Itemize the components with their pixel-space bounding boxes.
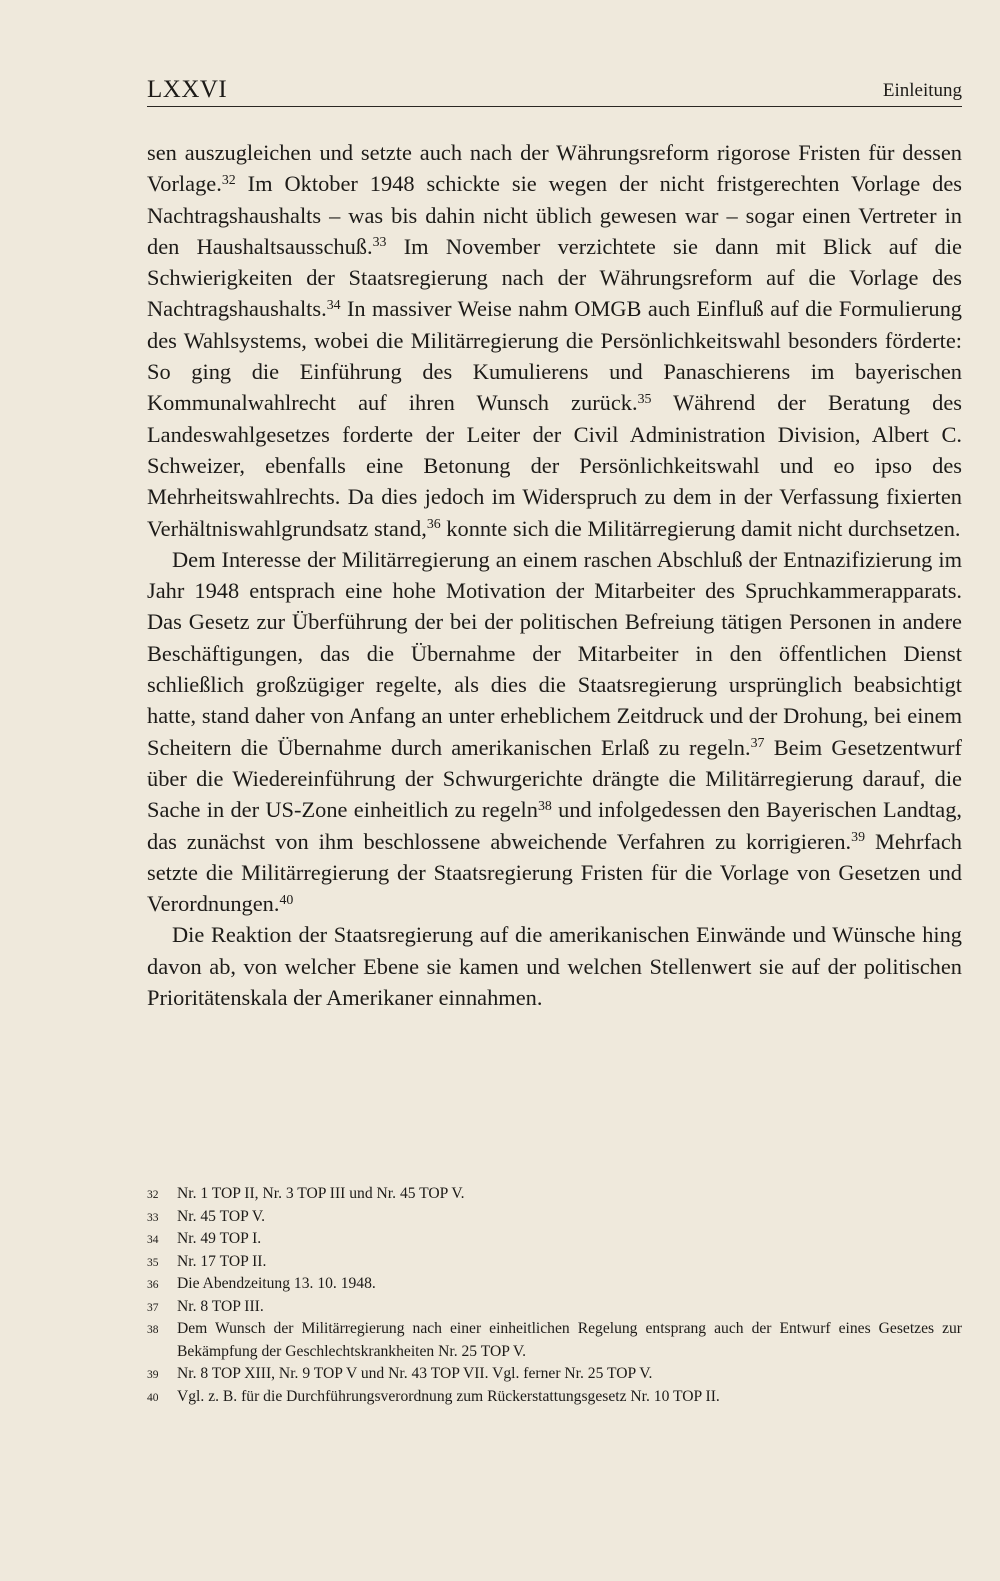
- paragraph-text: Beim Gesetzentwurf über die Wiedereinführung der Schwurgerichte drängte die Militärregierung darauf, die Sache in der US-Zone einheitlich zu regeln: [147, 734, 962, 823]
- footnote-text: Nr. 49 TOP I.: [177, 1230, 262, 1247]
- footnote: [147, 1183, 962, 1206]
- footnote-reference: 37: [750, 736, 765, 752]
- paragraph-text: Im Oktober 1948 schickte sie wegen der nicht fristgerechten Vorlage des Nachtragshaushalts – was bis dahin nicht üblich gewesen war – sogar einen Vertreter in den Haushaltsausschuß.: [147, 171, 962, 259]
- page-number: LXXVI: [147, 76, 228, 103]
- footnote-text: Nr. 8 TOP III.: [177, 1297, 264, 1315]
- running-title: Einleitung: [882, 80, 962, 101]
- paragraph: [147, 137, 962, 544]
- paragraph-text: Dem Interesse der Militärregierung an einem raschen Abschluß der Entnazifizierung im Jahr 1948 entsprach eine hohe Motivation der Mitarbeiter des Spruchkammerapparats. Das Gesetz zur Überführung der bei der politischen Befreiung tätigen Personen in andere Beschäftigungen, das die Übernahme der Mitarbeiter in den öffentlichen Dienst schließlich großzügiger regelte, als dies die Staatsregierung ursprünglich beabsichtigt hatte, stand daher von Anfang an unter erheblichem Zeitdruck und der Drohung, bei einem Scheitern die Übernahme durch amerikanischen Erlaß zu regeln.: [147, 546, 962, 760]
- footnote-reference: 35: [637, 391, 652, 407]
- paragraph-text: Im November verzichtete sie dann mit Blick auf die Schwierigkeiten der Staatsregierung nach der Währungsreform auf die Vorlage des Nachtragshaushalts.: [147, 233, 962, 322]
- body-text: [147, 137, 962, 1013]
- footnote-number: 34: [147, 1234, 159, 1246]
- paragraph-text: und infolgedessen den Bayerischen Landtag, das zunächst von ihm beschlossene abweichende Verfahren zu korrigieren.: [147, 797, 962, 854]
- footnote-number: 32: [147, 1189, 159, 1201]
- footnote-text: Nr. 8 TOP XIII, Nr. 9 TOP V und Nr. 43 TOP VII. Vgl. ferner Nr. 25 TOP V.: [177, 1365, 653, 1382]
- footnote-reference: 39: [851, 829, 865, 845]
- footnote-reference: 34: [326, 297, 341, 313]
- footnote: [147, 1363, 962, 1386]
- footnotes: [147, 1183, 962, 1408]
- footnote-number: 40: [147, 1391, 159, 1404]
- paragraph-text: Während der Beratung des Landeswahlgesetzes forderte der Leiter der Civil Administration Division, Albert C. Schweizer, ebenfalls eine Betonung der Persönlichkeitswahl und eo ipso des Mehrheitswahlrechts. Da dies jedoch im Widerspruch zu dem in der Verfassung fixierten Verhältniswahlgrundsatz stand,: [147, 390, 962, 541]
- footnote-reference: 32: [221, 172, 236, 188]
- page-header: [147, 74, 962, 107]
- paragraph: [147, 544, 962, 920]
- paragraph: [147, 919, 962, 1013]
- footnote: [147, 1318, 962, 1363]
- footnote: [147, 1273, 962, 1296]
- footnote-text: Nr. 1 TOP II, Nr. 3 TOP III und Nr. 45 TOP V.: [177, 1185, 465, 1202]
- paragraph-text: Mehrfach setzte die Militärregierung der Staatsregierung Fristen für die Vorlage von Gesetzen und Verordnungen.: [147, 828, 962, 917]
- footnote-text: Nr. 45 TOP V.: [177, 1207, 265, 1225]
- footnote-reference: 40: [279, 892, 294, 908]
- footnote: [147, 1386, 962, 1409]
- footnote-number: 37: [147, 1301, 159, 1314]
- footnote: [147, 1251, 962, 1274]
- paragraph-text: sen auszugleichen und setzte auch nach der Währungsreform rigorose Fristen für dessen Vorlage.: [147, 140, 962, 197]
- footnote-number: 35: [147, 1256, 159, 1269]
- footnote: [147, 1296, 962, 1319]
- footnote-reference: 33: [372, 235, 387, 251]
- footnote-number: 38: [147, 1324, 159, 1336]
- paragraph-text: Die Reaktion der Staatsregierung auf die amerikanischen Einwände und Wünsche hing davon ab, von welcher Ebene sie kamen und welchen Stellenwert sie auf der politischen Prioritätenskala der Amerikaner einnahmen.: [147, 922, 962, 1011]
- footnote-number: 36: [147, 1279, 159, 1291]
- footnote-number: 39: [147, 1369, 159, 1381]
- footnote: [147, 1228, 962, 1251]
- footnote-text: Dem Wunsch der Militärregierung nach einer einheitlichen Regelung entsprang auch der Entwurf eines Gesetzes zur Bekämpfung der Geschlechtskrankheiten Nr. 25 TOP V.: [177, 1320, 962, 1360]
- footnote: [147, 1206, 962, 1229]
- footnote-number: 33: [147, 1211, 159, 1224]
- footnote-text: Nr. 17 TOP II.: [177, 1252, 267, 1270]
- footnote-reference: 38: [537, 798, 552, 814]
- footnote-text: Vgl. z. B. für die Durchführungsverordnung zum Rückerstattungsgesetz Nr. 10 TOP II.: [177, 1387, 720, 1405]
- paragraph-text: In massiver Weise nahm OMGB auch Einfluß auf die Formulierung des Wahlsystems, wobei die Militärregierung die Persönlichkeitswahl besonders förderte: So ging die Einführung des Kumulierens und Panaschierens im bayerischen Kommunalwahlrecht auf ihren Wunsch zurück.: [147, 296, 962, 416]
- footnote-text: Die Abendzeitung 13. 10. 1948.: [177, 1275, 376, 1292]
- paragraph-text: konnte sich die Militärregierung damit nicht durchsetzen.: [440, 515, 961, 541]
- footnote-reference: 36: [426, 516, 441, 532]
